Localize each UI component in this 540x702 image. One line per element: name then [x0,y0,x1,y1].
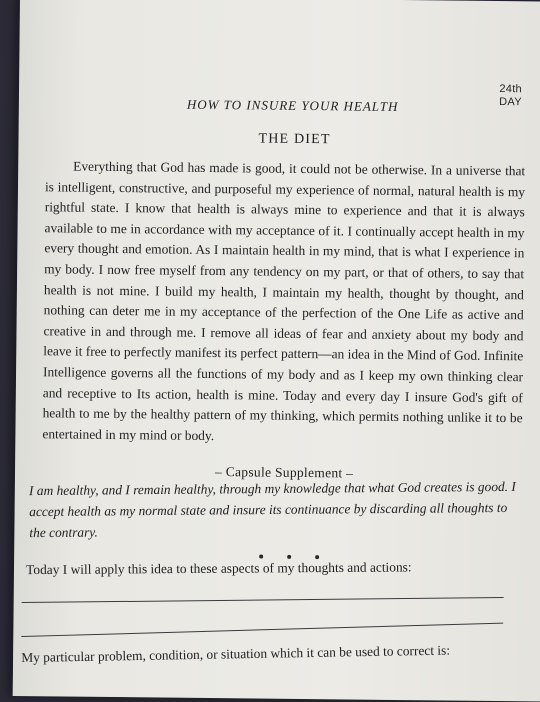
section-title: THE DIET [258,131,331,148]
divider-dot [287,555,291,559]
writing-line [21,623,503,637]
body-paragraph: Everything that God has made is good, it could not be otherwise. In a universe that is intelligent, constructive, and purposeful my experience of normal, natural health is my rightful state. I know that health is always mine to experience and that it is always available to me in accordance with my acceptance of it. I continually accept health in my every thought and emotion. As I maintain health in my mind, that is what I experience in my body. I now free myself from any tendency on my part, or that of others, to say that health is not mine. I build my health, I maintain my health, thought by thought, and nothing can deter me in my acceptance of the perfection of the One Life as active and creative in and through me. I remove all ideas of fear and anxiety about my body and leave it free to perfectly manifest its perfect pattern—an idea in the Mind of God. Infinite Intelligence governs all the functions of my body and as I keep my own thinking clear and receptive to Its action, health is mine. Today and every day I insure God's gift of health to me by the healthy pattern of my thinking, which permits nothing unlike it to be entertained in my mind or body. [42,158,526,443]
capsule-text: I am healthy, and I remain healthy, through my knowledge that what God creates is good. I accept health as my normal state and insure its continuance by discarding all thoughts to the contrary. [28,478,516,541]
day-number: 24th [499,83,523,96]
running-head: HOW TO INSURE YOUR HEALTH [186,96,399,114]
divider-dot [315,555,319,559]
day-badge [499,83,522,109]
divider-dot [259,555,263,559]
apply-prompt: Today I will apply this idea to these aspects of my thoughts and actions: [26,559,412,578]
section-divider-dots [259,555,319,560]
problem-prompt: My particular problem, condition, or situation which it can be used to correct is: [21,642,451,666]
writing-line [22,597,504,603]
capsule-heading: – Capsule Supplement – [214,464,354,481]
day-label: DAY [499,96,522,109]
book-page [13,0,540,702]
